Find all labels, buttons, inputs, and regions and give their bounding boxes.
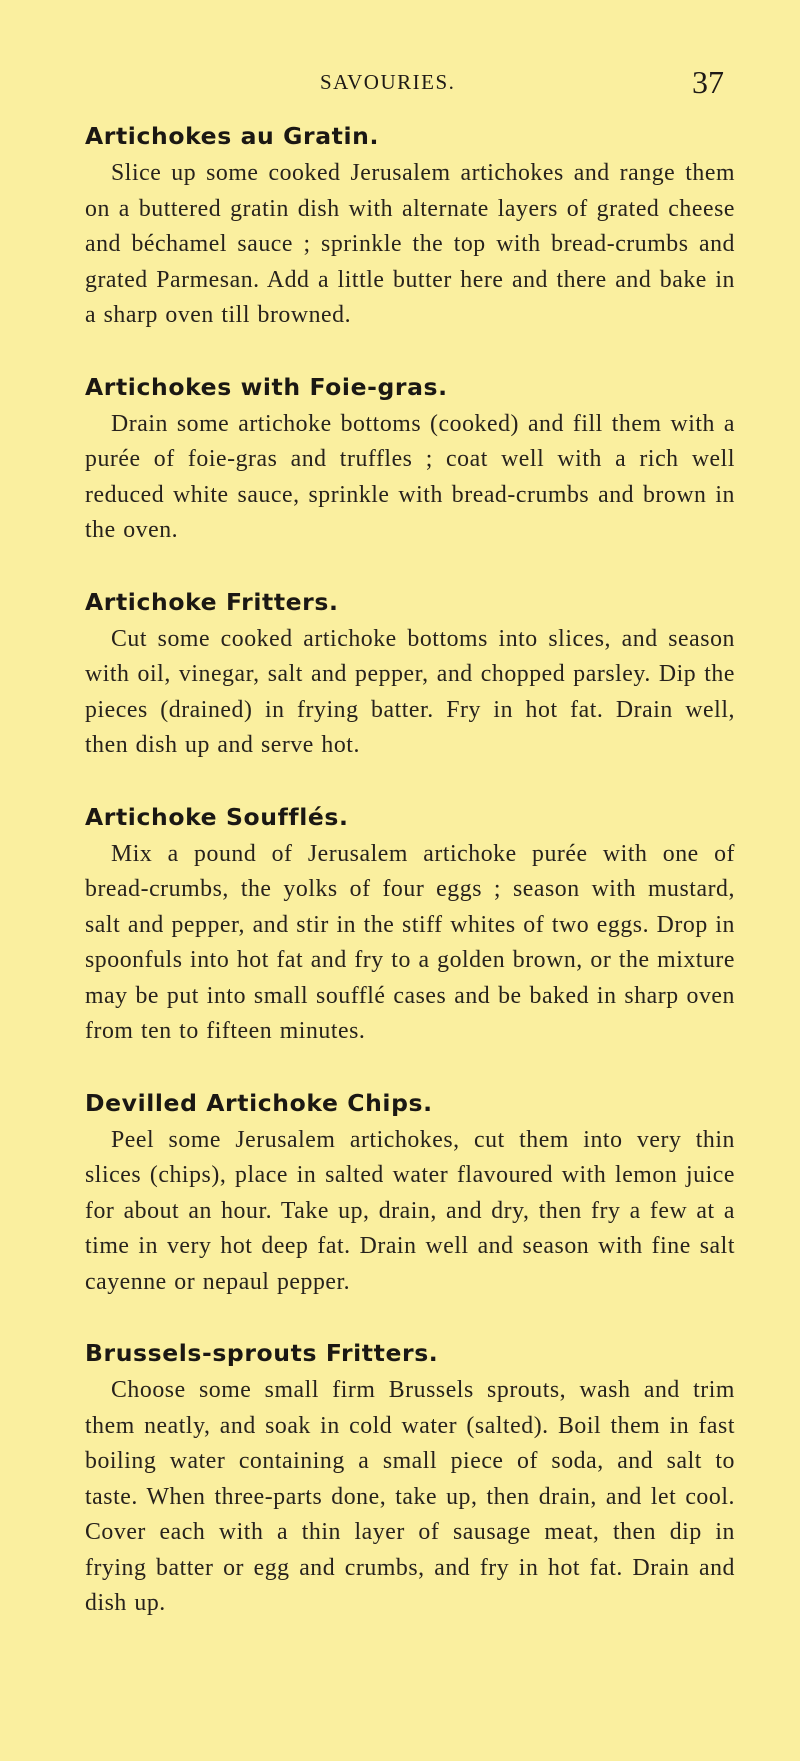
recipe-text: Drain some artichoke bottoms (cooked) and fill them with a purée of foie-gras and truffles ; coat well with a rich well reduced white sauce, sprinkle with bread-crumbs and brown in the oven. [85, 410, 735, 543]
recipe-text: Slice up some cooked Jerusalem artichokes and range them on a buttered gratin dish with alternate layers of grated cheese and béchamel sauce ; sprinkle the top with bread-crumbs and grated Parmesan. Add a little butter here and there and bake in a sharp oven till browned. [85, 160, 735, 328]
recipe-brussels-sprouts-fritters [85, 1333, 735, 1622]
running-title: SAVOURIES. [320, 70, 456, 94]
recipe-artichokes-au-gratin [85, 116, 735, 334]
recipe-text: Peel some Jerusalem artichokes, cut them into very thin slices (chips), place in salted water flavoured with lemon juice for about an hour. Take up, drain, and dry, then fry a few at a time in very hot deep fat. Drain well and season with fine salt cayenne or nepaul pepper. [85, 1126, 735, 1295]
recipe-text: Cut some cooked artichoke bottoms into slices, and season with oil, vinegar, salt and pepper, and chopped parsley. Dip the pieces (drained) in frying batter. Fry in hot fat. Drain well, then dish up and serve hot. [85, 625, 735, 758]
recipe-title: Artichoke Fritters. [85, 587, 339, 616]
recipe-artichoke-fritters [85, 582, 735, 764]
recipe-text: Mix a pound of Jerusalem artichoke purée with one of bread-crumbs, the yolks of four eggs ; season with mustard, salt and pepper, and stir in the stiff whites of two eggs. Drop in spoonfuls into hot fat and fry to a golden brown, or the mixture may be put into small soufflé cases and be baked in sharp oven from ten to fifteen minutes. [85, 840, 735, 1044]
recipe-artichokes-with-foie-gras [85, 367, 735, 549]
recipe-title: Brussels-sprouts Fritters. [85, 1339, 439, 1367]
recipe-title: Artichokes au Gratin. [85, 122, 380, 150]
running-head [0, 66, 800, 102]
page-number: 37 [692, 64, 724, 100]
recipe-text: Choose some small firm Brussels sprouts, wash and trim them neatly, and soak in cold water (salted). Boil them in fast boiling water containing a small piece of soda, and salt to taste. When three-parts done, take up, then drain, and let cool. Cover each with a thin layer of sausage meat, then dip in frying batter or egg and crumbs, and fry in hot fat. Drain and dish up. [85, 1377, 735, 1616]
recipe-artichoke-souffles [85, 797, 735, 1050]
recipe-list [85, 116, 735, 1655]
recipe-title: Artichokes with Foie-gras. [85, 372, 448, 401]
recipe-title: Devilled Artichoke Chips. [85, 1088, 433, 1117]
recipe-devilled-artichoke-chips [85, 1083, 735, 1301]
recipe-title: Artichoke Soufflés. [85, 802, 349, 831]
